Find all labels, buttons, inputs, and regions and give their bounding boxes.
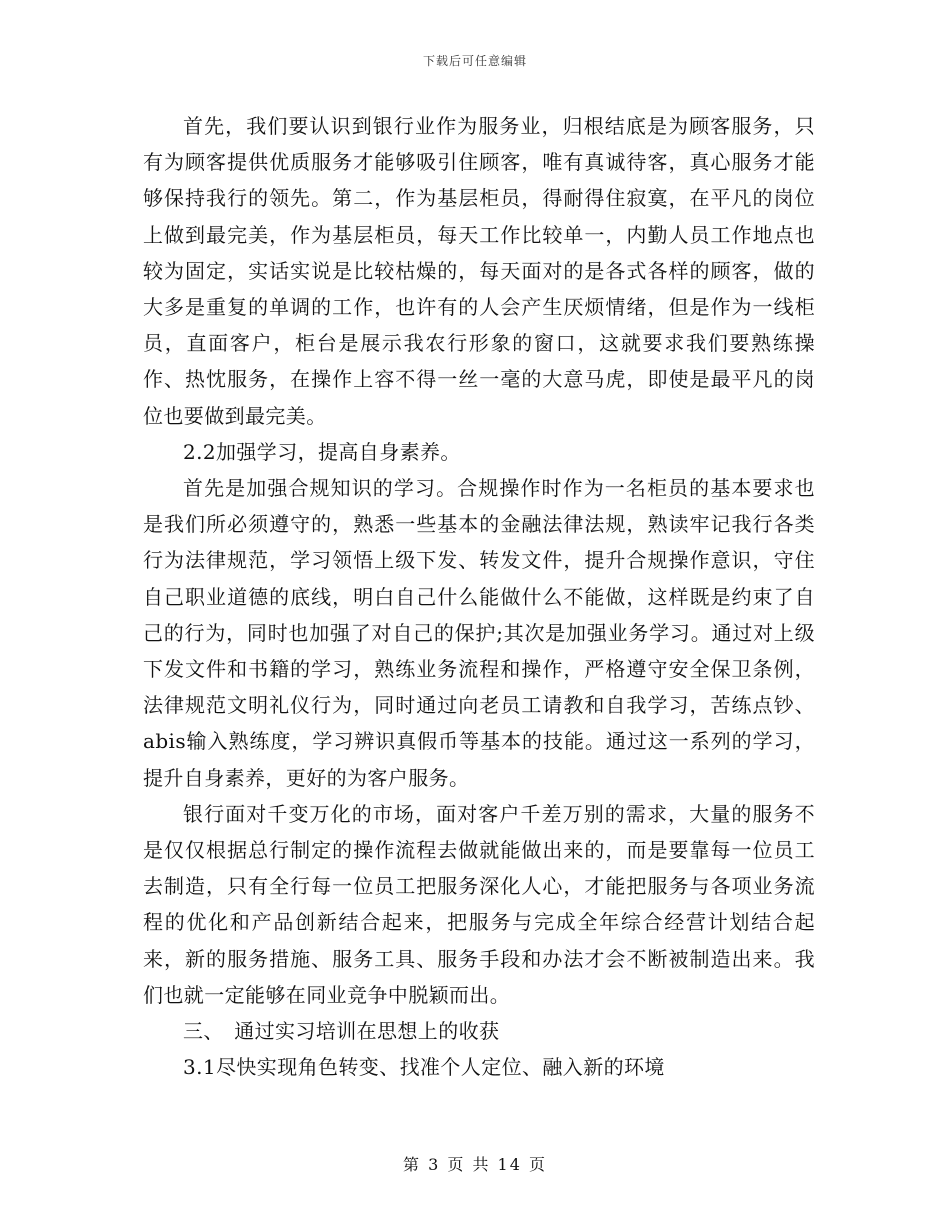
- paragraph-market-service: 银行面对千变万化的市场，面对客户千差万别的需求，大量的服务不是仅仅根据总行制定的操作流程去做就能做出来的，而是要靠每一位员工去制造，只有全行每一位员工把服务深化人心，才能把服务与各项业务流程的优化和产品创新结合起来，把服务与完成全年综合经营计划结合起来，新的服务措施、服务工具、服务手段和办法才会不断被制造出来。我们也就一定能够在同业竞争中脱颖而出。: [143, 801, 815, 1007]
- paragraph-compliance-study: 首先是加强合规知识的学习。合规操作时作为一名柜员的基本要求也是我们所必须遵守的，熟悉一些基本的金融法律法规，熟读牢记我行各类行为法律规范，学习领悟上级下发、转发文件，提升合规操作意识，守住自己职业道德的底线，明白自己什么能做什么不能做，这样既是约束了自己的行为，同时也加强了对自己的保护;其次是加强业务学习。通过对上级下发文件和书籍的学习，熟练业务流程和操作，严格遵守安全保卫条例，法律规范文明礼仪行为，同时通过向老员工请教和自我学习，苦练点钞、abis输入熟练度，学习辨识真假币等基本的技能。通过这一系列的学习，提升自身素养，更好的为客户服务。: [143, 476, 815, 790]
- document-body: [143, 108, 815, 1085]
- header-note: 下载后可任意编辑: [422, 54, 527, 68]
- paragraph-service-awareness: 首先，我们要认识到银行业作为服务业，归根结底是为顾客服务，只有为顾客提供优质服务才能够吸引住顾客，唯有真诚待客，真心服务才能够保持我行的领先。第二，作为基层柜员，得耐得住寂寞，在平凡的岗位上做到最完美，作为基层柜员，每天工作比较单一，内勤人员工作地点也较为固定，实话实说是比较枯燥的，每天面对的是各式各样的顾客，做的大多是重复的单调的工作，也许有的人会产生厌烦情绪，但是作为一线柜员，直面客户，柜台是展示我农行形象的窗口，这就要求我们要熟练操作、热忱服务，在操作上容不得一丝一毫的大意马虎，即使是最平凡的岗位也要做到最完美。: [143, 114, 815, 428]
- section-heading-3: 三、 通过实习培训在思想上的收获: [183, 1019, 500, 1044]
- page-footer: 第 3 页 共 14 页: [403, 1155, 547, 1174]
- section-heading-2-2: 2.2加强学习，提高自身素养。: [183, 439, 461, 464]
- section-heading-3-1: 3.1尽快实现角色转变、找准个人定位、融入新的环境: [183, 1055, 665, 1080]
